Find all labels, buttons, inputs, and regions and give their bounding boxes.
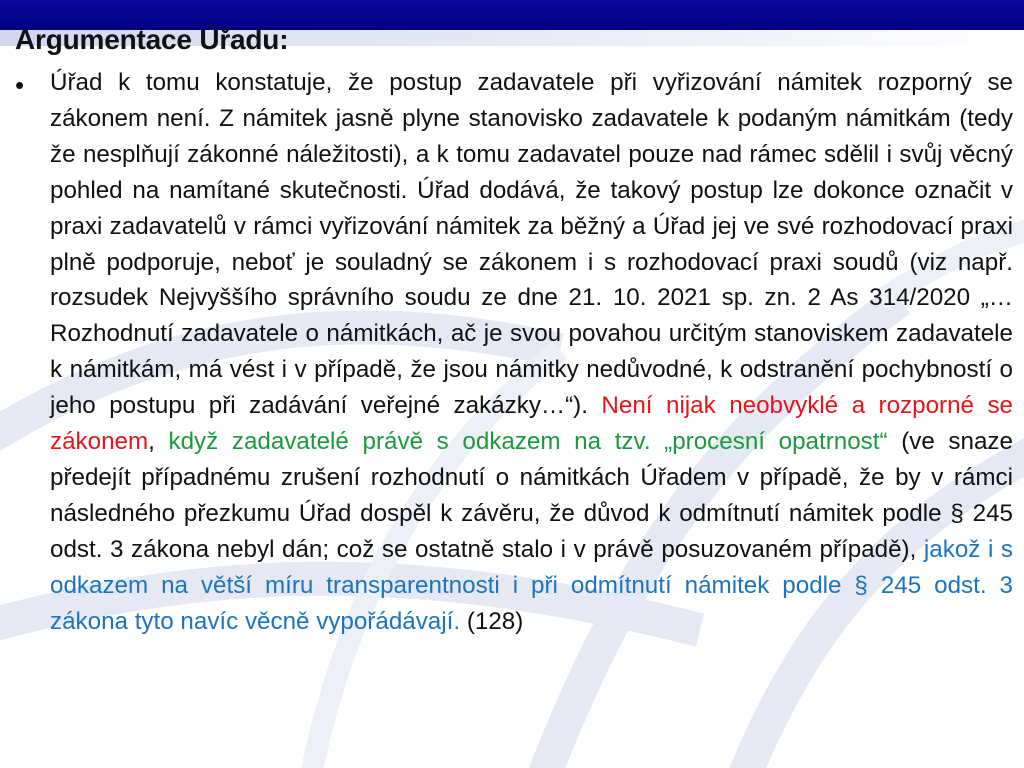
- paragraph-reference: (128): [466, 607, 524, 635]
- slide-title: Argumentace Úřadu:: [15, 24, 289, 55]
- paragraph-blue-text: jakož i s odkazem na větší míru transparentnosti i při odmítnutí námitek podle § 245 odst. 3 zákona tyto navíc věcně vypořádávají.: [50, 535, 1013, 635]
- bullet-marker: •: [15, 70, 25, 100]
- argument-paragraph: Úřad k tomu konstatuje, že postup zadavatele při vyřizování námitek rozporný se zákonem není. Z námitek jasně plyne stanovisko zadavatele k podaným námitkám (tedy že nesplňují zákonné náležitosti), a k tomu zadavatel pouze nad rámec sdělil i svůj věcný pohled na namítané skutečnosti. Úřad dodává, že takový postup lze dokonce označit v praxi zadavatelů v rámci vyřizování námitek za běžný a Úřad jej ve své rozhodovací praxi plně podporuje, neboť je souladný se zákonem i s rozhodovací praxi soudů (viz např. rozsudek Nejvyššího správního soudu ze dne 21. 10. 2021 sp. zn. 2 As 314/2020 „…Rozhodnutí zadavatele o námitkách, ač je svou povahou určitým stanoviskem zadavatele k námitkám, má vést i v případě, že jsou námitky nedůvodné, k odstranění pochybností o jeho postupu při zadávání veřejné zakázky…“). Není nijak neobvyklé a rozporné se zákonem, když zadavatelé právě s odkazem na tzv. „procesní opatrnost“ (ve snaze předejít případnému zrušení rozhodnutí o námitkách Úřadem v případě, že by v rámci následného přezkumu Úřad dospěl k závěru, že důvod k odmítnutí námitek podle § 245 odst. 3 zákona nebyl dán; což se ostatně stalo i v právě posuzovaném případě), jakož i s odkazem na větší míru transparentnosti i při odmítnutí námitek podle § 245 odst. 3 zákona tyto navíc věcně vypořádávají. (128): [50, 69, 1013, 635]
- paragraph-black-text-2: (ve snaze předejít případnému zrušení rozhodnutí o námitkách Úřadem v případě, že by v rámci následného přezkumu Úřad dospěl k závěru, že důvod k odmítnutí námitek podle § 245 odst. 3 zákona nebyl dán; což se ostatně stalo i v právě posuzovaném případě),: [50, 428, 1013, 563]
- paragraph-red-text: Není nijak neobvyklé a rozporné se zákonem: [50, 392, 1013, 456]
- paragraph-black-text: Úřad k tomu konstatuje, že postup zadavatele při vyřizování námitek rozporný se zákonem není. Z námitek jasně plyne stanovisko zadavatele k podaným námitkám (tedy že nesplňují zákonné náležitosti), a k tomu zadavatel pouze nad rámec sdělil i svůj věcný pohled na namítané skutečnosti. Úřad dodává, že takový postup lze dokonce označit v praxi zadavatelů v rámci vyřizování námitek za běžný a Úřad jej ve své rozhodovací praxi plně podporuje, neboť je souladný se zákonem i s rozhodovací praxi soudů (viz např. rozsudek Nejvyššího správního soudu ze dne 21. 10. 2021 sp. zn. 2 As 314/2020 „…Rozhodnutí zadavatele o námitkách, ač je svou povahou určitým stanoviskem zadavatele k námitkám, má vést i v případě, že jsou námitky nedůvodné, k odstranění pochybností o jeho postupu při zadávání veřejné zakázky…“).: [50, 69, 1013, 420]
- paragraph-green-text: když zadavatelé právě s odkazem na tzv. „procesní opatrnost“: [168, 428, 888, 456]
